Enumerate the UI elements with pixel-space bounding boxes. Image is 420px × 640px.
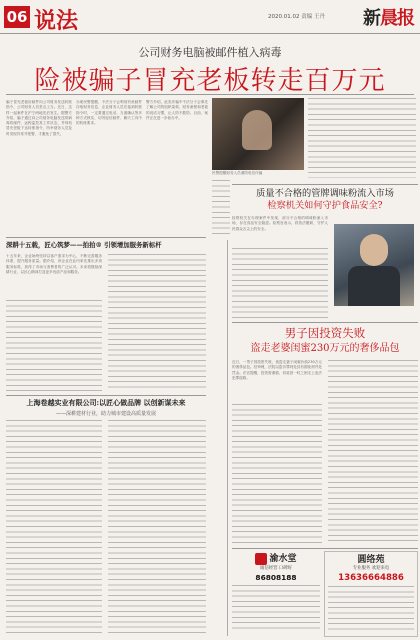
newspaper-logo: 新晨报 [363, 8, 414, 29]
lead-body-col2: 办案民警提醒，不法分子会利用钓鱼邮件窃取财务信息，企业财务人员在接到转账指令时，一定要通过电话、当面确认等多种方式核实，切勿轻信邮件、聊天工具中的转账要求。 [76, 100, 142, 126]
divider [6, 237, 206, 238]
lead-headline: 险被骗子冒充老板转走百万元 [34, 66, 386, 96]
page-header [0, 0, 420, 34]
ad-body [232, 585, 320, 629]
ad-phone: 13636664886 [338, 573, 404, 583]
column-rule [212, 240, 228, 636]
lead-body-col1: 骗子冒充老板用邮件向公司财务发送转账指令，公司财务人员差点上当。近日，这样一起案件在沪宁两地先后发生。据警方介绍，骗子通过向公司财务电脑发送带病毒的邮件，远程监控其工作状态，并伺机冒充老板下达转账指令，所幸财务人员及时发现异常并报警，才避免了损失。 [6, 100, 72, 136]
lead-body-col4 [308, 98, 416, 178]
story2-body-col1 [6, 300, 102, 392]
lead-body-col5 [212, 180, 230, 236]
ad-title: 圆络苑 [357, 555, 385, 565]
divider [6, 94, 414, 95]
right-story1-title-line2: 检察机关如何守护食品安全? [267, 200, 383, 211]
ad-subtitle: 诚信经营 口碑好 [259, 565, 293, 571]
lead-body-col3: 警方介绍，此类诈骗中不法分子会事先了解公司的组织架构、财务流程和老板的说话习惯，让人防不胜防。目前，案件正在进一步侦办中。 [146, 100, 208, 120]
story2-headline: 深耕十五载，匠心筑梦——拍拍® 引领增加服务新标杆 [6, 241, 162, 249]
right-story2-body-col1 [232, 404, 322, 544]
lead-photo [212, 98, 304, 170]
right-story1-photo [334, 224, 414, 306]
ad-section [232, 548, 418, 638]
story3-headline: 上海卷越实业有限公司:以匠心做品牌 以创新谋未来 [26, 398, 186, 407]
right-story2-body-text: 近日，一男子因投资失败，竟盗走妻子闺蜜价值230万元的奢侈品包。经审理，法院以盗窃罪判处其有期徒刑并处罚金。法官提醒，投资需谨慎，切莫因一时之困走上违法犯罪道路。 [232, 360, 322, 380]
ad-body [328, 586, 414, 630]
story3-subheadline: ——深耕建材行业，助力城市建设高质量发展 [55, 411, 156, 417]
page-number: 06 [4, 6, 30, 28]
divider [6, 395, 206, 396]
right-story1-body-text: 检察机关在办理案件中发现，部分不合格的调味粉流入市场，存在食品安全隐患。检察官表示，将依法履职，守护人民群众舌尖上的安全。 [232, 216, 328, 231]
right-story2-title-line1: 男子因投资失败 [284, 326, 366, 340]
ad-phone: 86808188 [255, 572, 297, 582]
right-story2-headline [232, 326, 418, 356]
story2-body [6, 254, 206, 394]
ad-title: 渝水堂 [232, 551, 320, 565]
story2-body-col2 [108, 254, 206, 392]
ad-card[interactable] [324, 551, 418, 637]
divider [232, 322, 418, 323]
right-story1-headline [232, 188, 418, 212]
ad-card[interactable] [232, 551, 320, 637]
issue-date: 2020.01.02 责编 王丹 [268, 14, 325, 20]
brand-logo-icon [255, 553, 267, 565]
story2-body-text: 十五年来，企业始终坚持以客户需求为中心，不断完善服务体系，提升服务质量。据介绍，该企业在业内率先推出多项服务标准，获得了市场与消费者的广泛认可。未来将继续深耕行业，以匠心精神打造更多优质产品和服务。 [6, 254, 102, 274]
story3-body-col1 [6, 420, 102, 636]
section-title: 说法 [34, 8, 79, 34]
right-story2-body-col2 [328, 360, 418, 544]
ad-subtitle: 专业服务 欢迎来电 [352, 566, 390, 571]
lead-kicker: 公司财务电脑被邮件植入病毒 [138, 46, 282, 59]
divider [232, 184, 418, 185]
right-story2-title-line2: 盗走老婆闺蜜230万元的奢侈品包 [250, 343, 400, 354]
right-story1-body-col1 [232, 248, 328, 320]
story3-body-col2 [108, 420, 206, 636]
right-story1-title-line1: 质量不合格的管牌调味粉流入市场 [256, 188, 394, 199]
lead-photo-caption: 民警提醒财务人员谨防电信诈骗 [212, 171, 263, 175]
